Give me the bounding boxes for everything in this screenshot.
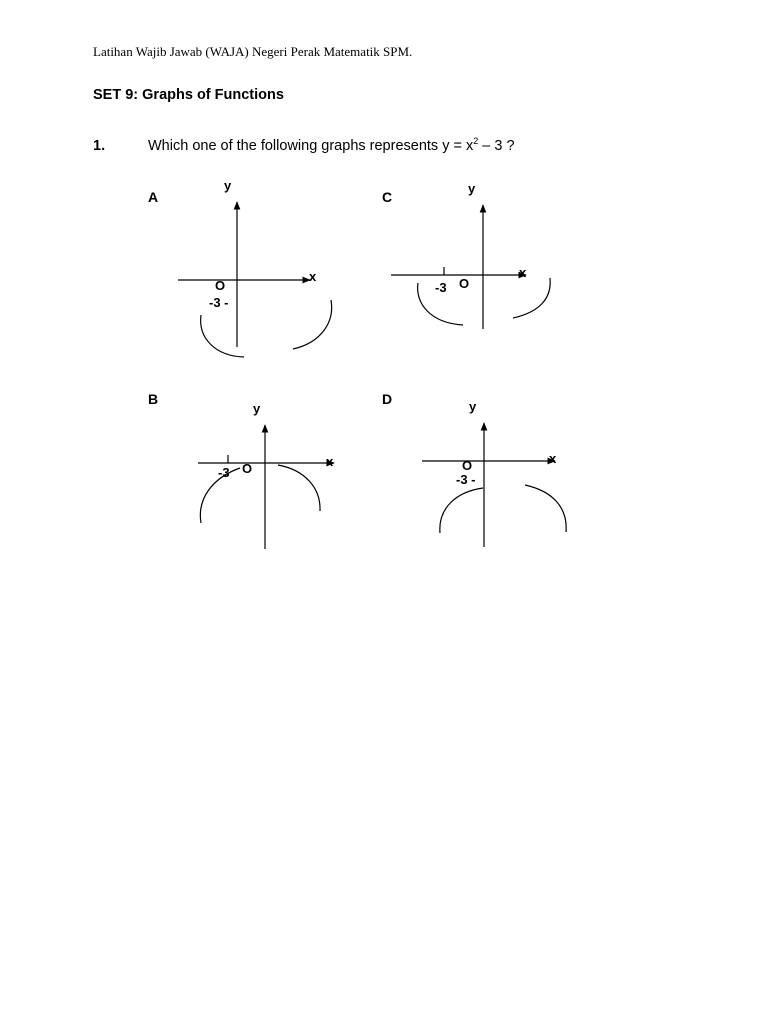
graph-b-intercept-label: -3: [218, 465, 230, 480]
graph-d-y-label: y: [469, 399, 477, 414]
graph-c-origin-label: O: [459, 276, 470, 291]
graph-d[interactable]: [422, 423, 566, 547]
graph-b-curve-right: [278, 465, 320, 511]
set-title: SET 9: Graphs of Functions: [93, 87, 284, 103]
graph-c-intercept-label: -3: [435, 280, 447, 295]
graph-a-x-label: x: [309, 269, 317, 284]
option-c-label[interactable]: C: [382, 189, 393, 205]
question-number: 1.: [93, 138, 106, 154]
graph-c-curve-right: [513, 278, 550, 318]
graph-a-origin-label: O: [215, 278, 226, 293]
graph-c[interactable]: [391, 205, 550, 329]
graph-d-origin-label: O: [462, 458, 473, 473]
graph-d-intercept-label: -3 -: [456, 472, 476, 487]
graph-a-intercept-label: -3 -: [209, 295, 229, 310]
graph-a-y-label: y: [224, 178, 232, 193]
graph-b-x-label: x: [326, 454, 334, 469]
graph-d-curve-right: [525, 485, 566, 532]
graph-c-y-label: y: [468, 181, 476, 196]
graph-d-x-label: x: [549, 451, 557, 466]
question-text-tail: – 3 ?: [478, 138, 515, 154]
graph-b-origin-label: O: [242, 461, 253, 476]
graph-b-y-label: y: [253, 401, 261, 416]
graph-a-curve-right: [293, 300, 332, 349]
question-exponent: 2: [473, 136, 479, 146]
option-a-label[interactable]: A: [148, 189, 159, 205]
question-text-main: Which one of the following graphs represents y = x: [148, 138, 474, 154]
graph-b[interactable]: [198, 425, 334, 549]
option-d-label[interactable]: D: [382, 391, 393, 407]
graph-d-curve-left: [440, 488, 483, 533]
graph-c-x-label: x: [519, 265, 527, 280]
option-b-label[interactable]: B: [148, 391, 159, 407]
worksheet-header: Latihan Wajib Jawab (WAJA) Negeri Perak Matematik SPM.: [93, 44, 413, 59]
